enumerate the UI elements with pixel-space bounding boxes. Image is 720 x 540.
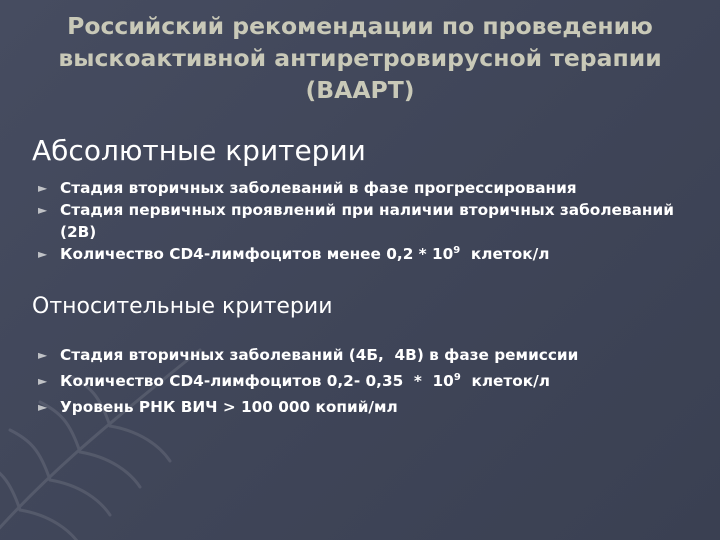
absolute-criteria-heading: Абсолютные критерии [32, 134, 366, 167]
list-item [38, 177, 698, 199]
bullet-arrow-icon: ► [38, 348, 48, 362]
list-item [38, 370, 698, 392]
list-item-text: Стадия вторичных заболеваний в фазе прогрессирования [60, 179, 577, 197]
bullet-arrow-icon: ► [38, 181, 48, 195]
list-item-text: Количество CD4-лимфоцитов 0,2- 0,35 * 10 [60, 372, 454, 390]
list-item-text: Стадия первичных проявлений при наличии вторичных заболеваний (2В) [60, 201, 674, 241]
exponent: 9 [453, 245, 461, 256]
bullet-arrow-icon: ► [38, 374, 48, 388]
bullet-arrow-icon: ► [38, 400, 48, 414]
list-item [38, 199, 698, 243]
list-item-text: Количество CD4-лимфоцитов менее 0,2 * 10 [60, 245, 454, 263]
relative-criteria-heading: Относительные критерии [32, 294, 333, 319]
list-item [38, 396, 698, 418]
bullet-arrow-icon: ► [38, 247, 48, 261]
list-item-unit: клеток/л [460, 372, 550, 390]
list-item [38, 344, 698, 366]
relative-criteria-list [38, 344, 698, 422]
list-item-text: Стадия вторичных заболеваний (4Б, 4В) в фазе ремиссии [60, 346, 579, 364]
list-item [38, 243, 698, 265]
bullet-arrow-icon: ► [38, 203, 48, 217]
slide-title [20, 10, 700, 106]
absolute-criteria-list [38, 177, 698, 265]
exponent: 9 [453, 372, 461, 383]
slide-title-line-3: (ВААРТ) [305, 76, 415, 104]
list-item-text: Уровень РНК ВИЧ > 100 000 копий/мл [60, 398, 398, 416]
slide-title-line-2: выскоактивной антиретровирусной терапии [58, 44, 662, 72]
slide-title-line-1: Российский рекомендации по проведению [67, 12, 653, 40]
list-item-unit: клеток/л [460, 245, 550, 263]
